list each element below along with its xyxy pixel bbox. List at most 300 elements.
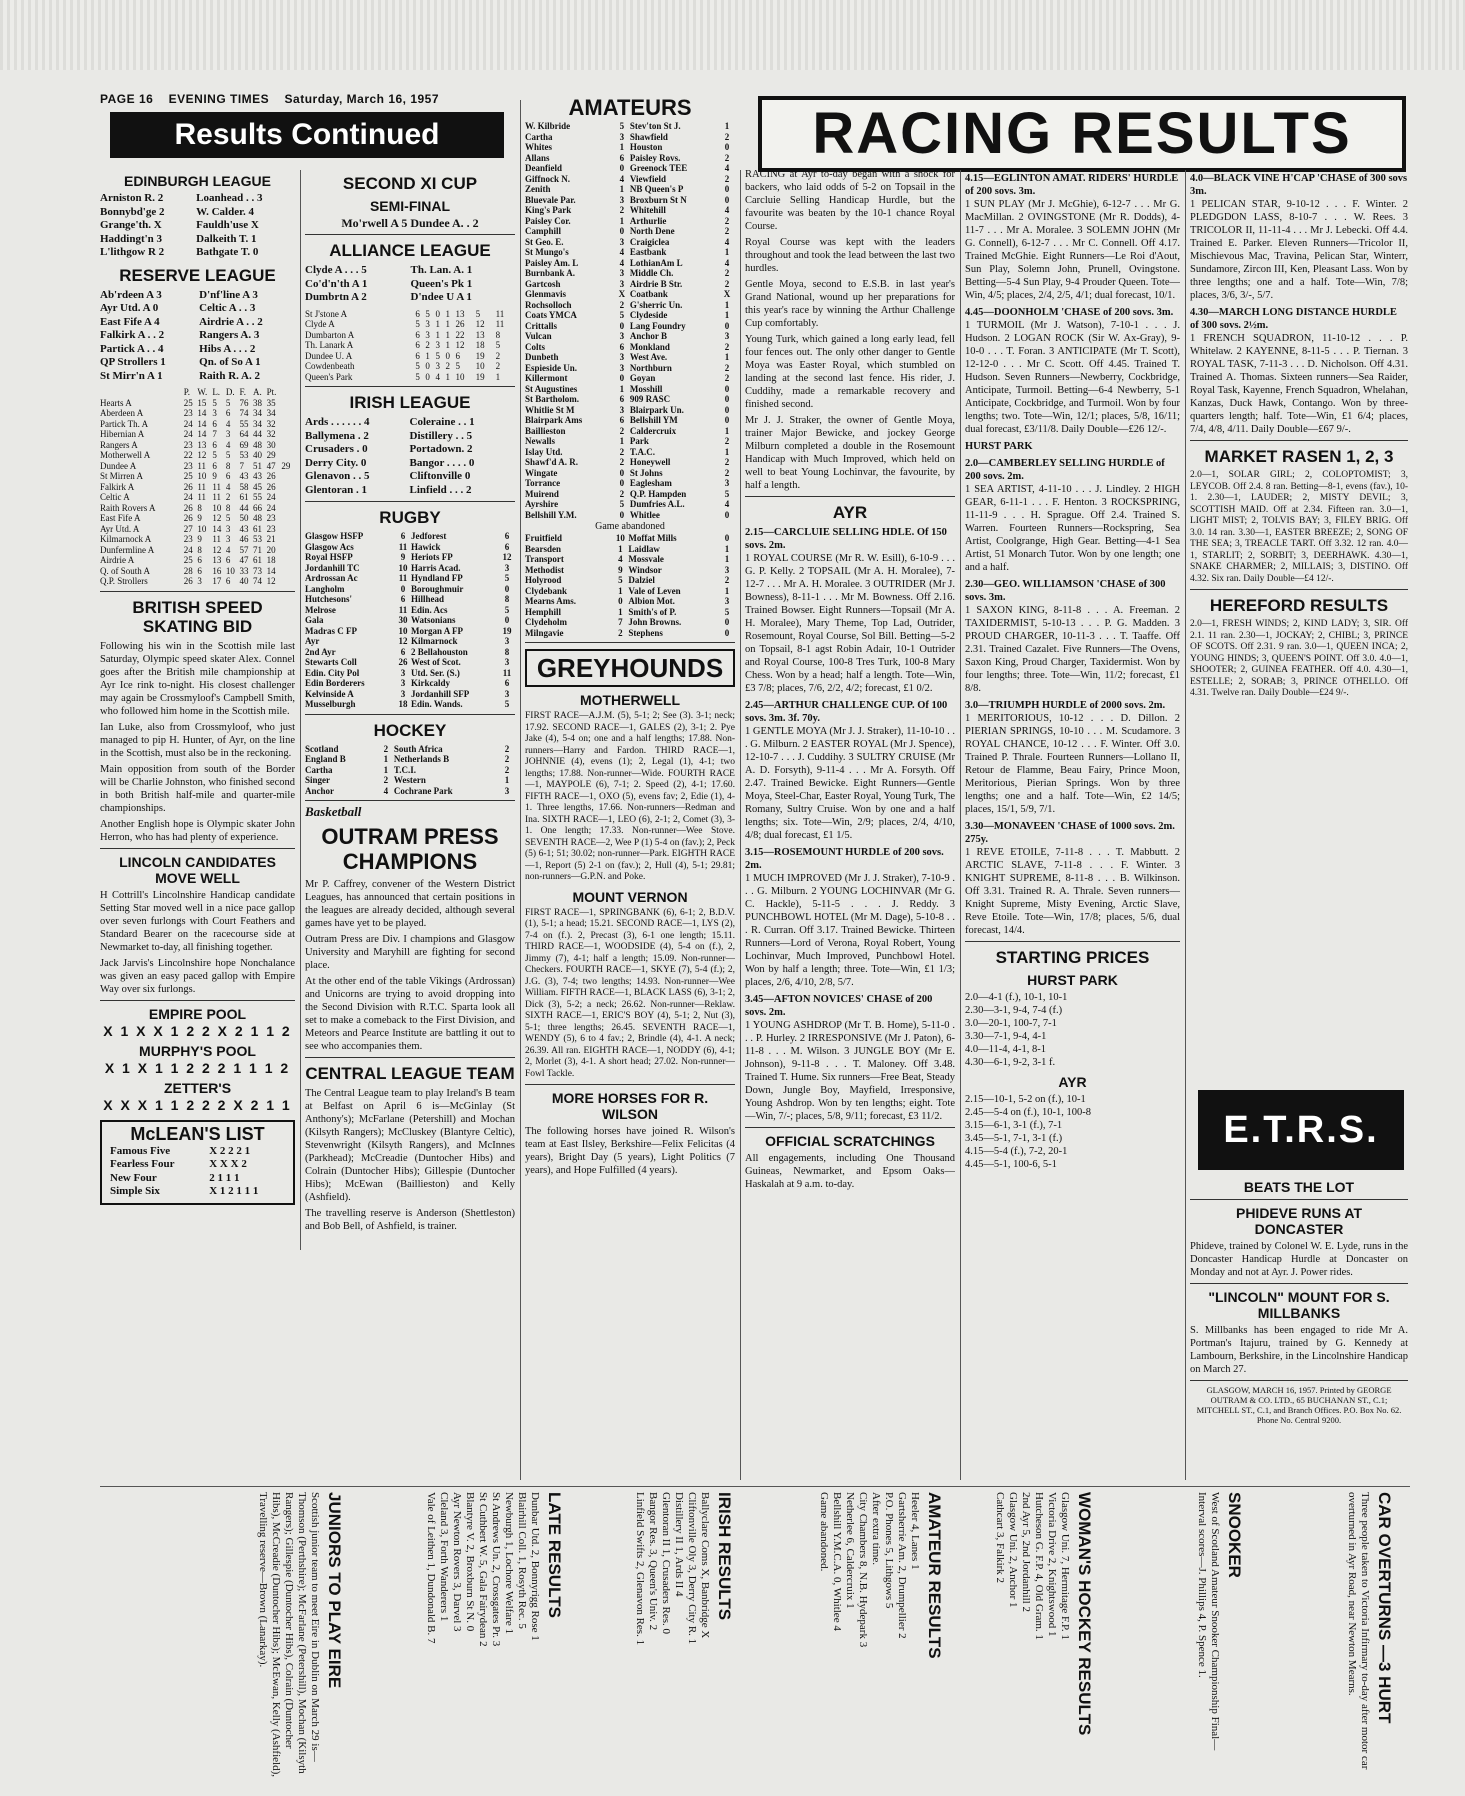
team-score: 26: [398, 657, 408, 667]
snooker-story: West of Scotland Amateur Snooker Championship Final—Interval scores—J. Phillips 4, P. Spence 1.: [1196, 1492, 1221, 1751]
result-row: [525, 596, 735, 607]
stat-cell: 6: [225, 408, 231, 418]
result-cell: Ayr Utd. A 0: [100, 302, 159, 314]
team-score: 7: [618, 617, 623, 627]
stat-cell: 11: [495, 308, 505, 319]
team-score: 12: [398, 636, 408, 646]
stat-cell: 24: [183, 492, 193, 502]
team-name: Allans: [525, 152, 550, 163]
list-line: After extra time.: [870, 1492, 882, 1565]
stat-cell: 0: [435, 308, 440, 319]
header-cell: P.: [183, 387, 191, 397]
race-heading: 2.45—ARTHUR CHALLENGE CUP. Of 100 sovs. 3m. 3f. 70y.: [745, 700, 948, 724]
result-cell: Dumbrtn A 2: [305, 291, 367, 303]
race-result: 1 SAXON KING, 8-11-8 . . . A. Freeman. 2 TAXIDERMIST, 5-10-13 . . . P. G. Madden. 3 PROUD CHARGER, 10-11-3 . . . T. Taaffe. Off 2.31. Trained Cazalet. Five Runners—The Ovens, Saxon King, Proud Charger, Taxidermist. Won by four lengths; three. Tote—Win, 11/2; forecast, £1 8/8.: [965, 605, 1180, 694]
result-cell: D'ndee U A 1: [410, 291, 472, 303]
divider: [305, 386, 515, 387]
team-name: Kilmarnock: [411, 636, 458, 646]
empire-pool-line: X 1 X X 1 2 2 X 2 1 1 2: [103, 1022, 292, 1039]
race-heading: HURST PARK: [965, 441, 1033, 452]
result-row: [525, 310, 735, 321]
stat-cell: 44: [239, 502, 249, 513]
list-line: Bellshill Y.M.C.A. 0, Whitlee 4: [831, 1492, 843, 1631]
result-row: [305, 542, 515, 553]
result-row: [305, 605, 515, 616]
result-cell: Ards . . . . . . 4: [305, 416, 370, 428]
stat-cell: 61: [253, 555, 263, 565]
stat-cell: 34: [253, 408, 263, 418]
mcleans-list-box: [100, 1120, 295, 1205]
starting-prices-title: STARTING PRICES: [995, 948, 1150, 967]
stat-cell: 13: [475, 329, 485, 340]
team-score: 6: [504, 541, 510, 552]
stat-cell: 4: [225, 439, 231, 450]
stat-cell: 1: [435, 319, 440, 329]
team-name: Smith's of P.: [628, 606, 677, 617]
stat-cell: 64: [239, 429, 249, 439]
second-xi-title: SECOND XI CUP: [342, 174, 478, 193]
team-score: 2: [619, 488, 625, 499]
result-cell: Queen's Pk 1: [410, 277, 473, 290]
team-score: 3: [400, 667, 406, 678]
team-score: 2: [724, 575, 730, 585]
team-score: 3: [619, 362, 625, 373]
team-name: Northburn: [629, 362, 672, 373]
team-score: 1: [724, 554, 730, 564]
snooker-title: SNOOKER: [1225, 1492, 1244, 1578]
team-name: Motherwell A: [100, 450, 151, 460]
team-name: Glenmavis: [525, 289, 567, 299]
team-name: Whitlie St M: [525, 404, 575, 415]
stat-cell: 12: [197, 450, 207, 460]
team-name: Partick Th. A: [100, 418, 149, 429]
stat-cell: 2: [495, 361, 501, 371]
lincoln-story: [100, 889, 295, 996]
table-row: [100, 461, 295, 472]
team-score: 5: [724, 488, 730, 499]
team-name: Hawick: [411, 541, 441, 552]
table-row: [100, 566, 295, 577]
divider: [745, 1127, 955, 1128]
stat-cell: 61: [253, 523, 263, 534]
team-score: 0: [619, 478, 625, 488]
result-cell: QP Strollers 1: [100, 356, 166, 368]
result-row: [305, 699, 515, 710]
team-score: X: [618, 289, 626, 299]
stat-cell: 57: [239, 544, 249, 555]
team-score: 5: [619, 499, 625, 509]
team-name: Camphill: [525, 226, 562, 236]
team-score: 1: [618, 543, 623, 554]
divider: [305, 234, 515, 235]
stat-cell: 1: [435, 329, 440, 340]
stat-cell: 9: [197, 534, 202, 544]
result-row: [100, 302, 295, 316]
millbanks-story: S. Millbanks has been engaged to ride Mr A. Portman's Itajuru, trained by G. Kennedy at Lambourn, Berkshire, in the Lincolnshire Handicap on March 27.: [1190, 1325, 1408, 1375]
mclean-row: [110, 1145, 285, 1159]
result-row: [525, 121, 735, 132]
team-name: Monkland: [629, 341, 670, 352]
result-row: [100, 192, 295, 206]
stat-cell: 13: [197, 439, 207, 450]
stat-cell: 6: [455, 350, 460, 361]
divider: [745, 496, 955, 497]
result-row: [525, 132, 735, 143]
team-name: Craigiclea: [629, 236, 670, 247]
team-name: Shawfield: [629, 131, 668, 142]
paragraph: Outram Press are Div. I champions and Glasgow University and Maryhill are fighting for second place.: [305, 934, 515, 971]
result-cell: Falkirk A . . 2: [100, 329, 165, 341]
list-line: Ayr Newton Rovers 3, Darvel 3: [451, 1492, 463, 1632]
result-row: [305, 636, 515, 647]
team-name: Ayrshire: [525, 499, 559, 509]
team-score: 3: [504, 688, 510, 699]
mcleans-list-title: McLEAN'S LIST: [130, 1123, 265, 1144]
amateurs-results-2: [525, 533, 735, 638]
team-name: Kelvinside A: [305, 688, 354, 699]
stat-cell: 23: [266, 523, 276, 534]
stat-cell: 29: [281, 460, 291, 471]
stat-cell: 21: [266, 534, 276, 544]
result-cell: Grange'th. X: [100, 219, 162, 231]
late-results-title: LATE RESULTS: [545, 1492, 564, 1618]
list-line: 3.30—7-1, 9-4, 4-1: [965, 1031, 1047, 1042]
stat-cell: 1: [445, 340, 450, 350]
sp-hurst-title: HURST PARK: [1027, 972, 1118, 988]
table-row: [305, 340, 515, 351]
team-score: 0: [724, 404, 730, 415]
stat-cell: 76: [239, 397, 249, 408]
racing-results-title: RACING RESULTS: [812, 101, 1352, 166]
team-name: Q. of South A: [100, 565, 151, 576]
divider: [305, 714, 515, 715]
team-name: St Geo. E.: [525, 236, 564, 247]
team-score: 1: [724, 425, 730, 436]
stat-cell: 4: [225, 481, 231, 492]
result-row: [305, 765, 515, 776]
team-name: West of Scot.: [411, 657, 461, 667]
second-xi-subtitle: SEMI-FINAL: [369, 198, 451, 214]
team-name: Transport: [525, 554, 564, 564]
team-score: 1: [383, 764, 389, 775]
abandoned-note: Game abandoned: [595, 521, 665, 532]
divider: [305, 800, 515, 801]
team-score: 4: [618, 554, 623, 564]
result-row: [525, 499, 735, 510]
stat-cell: 2: [225, 492, 231, 502]
result-cell: Glenavon . . 5: [305, 470, 370, 482]
stat-cell: 27: [183, 523, 193, 534]
stat-cell: 43: [239, 523, 249, 534]
team-name: John Browns.: [628, 617, 682, 627]
team-name: Scotland: [305, 743, 339, 754]
market-rasen-results: 2.0—1, SOLAR GIRL; 2, COLOPTOMIST; 3, LEYCOB. Off 2.4. 8 ran. Betting—8-1, evens (fav.), 10-1. 2.30—1, LAUDER; 2, MISTY DEVIL; 3, SCOTTISH MAID. Off at 2.34. Fifteen ran. 3.0—1, LIGHT MIST; 2, TOLVIS BAY; 3, FILEY BRIG. Off 3.0. 14 ran. 3.30—1, EASTER BREEZE; 2, SONG OF THE SEA; 3, TREACLE TART. Off 3.32. 12 ran. 4.0—1, STARLIT; 2, SORBIT; 3, DEERHAWK. 4.30—1, SNAKE CHARMER; 2, MILLAIS; 3, DISTINO. Off 4.32. Six ran. Daily Double—£4 12/-.: [1190, 470, 1408, 584]
paragraph: Following his win in the Scottish mile last Saturday, Olympic speed skater Alex. Connel goes after the British mile championship at Ayr Ice rink to-night. His closest challenger may again be Crossmyloof's Campbell Smith, who followed him home in the Scottish mile.: [100, 640, 295, 717]
results-continued-title: Results Continued: [174, 118, 440, 151]
mount-vernon-results: FIRST RACE—1, SPRINGBANK (6), 6-1; 2, B.D.V. (1), 5-1; a head; 15.21. SECOND RACE—1, LYS (2), 7-4 on (f.). 2, Precast (3), 6-1 one length; 15.11. THIRD RACE—1, WOODSIDE (4), 5-4 on (f.), 2, Jimmy (7), 4-1; half a length; 15.09. Non-runner—Checkers. FOURTH RACE—1, SKYE (7), 5-4 (f.); 2, J.G. (3), 7-4; two lengths; 14.93. Non-runner—Wee William. FIFTH RACE—1, BLACK LASS (6), 3-1; 2, Dick (3), 5-2; a neck; 26.62. Non-runner—Reklaw. SIXTH RACE—1, ERIC'S BOY (4), 5-1; 2, Nut (3), 5-1; three lengths; 26.45. SEVENTH RACE—1, WENDY (5), 6 to 4 fav.; 2, Brindle (4), 4-1. A neck; 26.39. All ran. EIGHTH RACE—1, NODDY (6), 4-1; 2, Morlet (3), 4-1. A short head; 27.02. Non-runner—Fowl Tackle.: [525, 907, 735, 1079]
divider: [1190, 589, 1408, 590]
stat-cell: 3: [435, 340, 440, 350]
team-score: 2: [724, 131, 730, 142]
team-name: Whitehill: [629, 205, 666, 215]
team-name: Hearts A: [100, 397, 132, 408]
team-name: 2 Bellahouston: [411, 646, 468, 657]
stat-cell: 24: [183, 429, 193, 439]
team-score: 6: [504, 678, 510, 688]
team-score: 18: [398, 699, 408, 709]
stat-cell: 24: [183, 418, 193, 429]
team-score: 1: [724, 310, 730, 320]
column-rule: [960, 170, 961, 1480]
team-name: Cartha: [305, 764, 333, 775]
car-overturns-title: CAR OVERTURNS —3 HURT: [1375, 1492, 1394, 1724]
stat-cell: 1: [495, 371, 501, 382]
team-score: 8: [504, 646, 510, 657]
team-name: Glasgow HSFP: [305, 531, 364, 541]
team-score: 2: [504, 764, 510, 775]
team-score: 3: [619, 236, 625, 247]
header-cell: W.: [197, 387, 208, 397]
result-cell: Bonnybd'ge 2: [100, 205, 165, 218]
team-name: Dumfries A.L.: [629, 499, 685, 509]
team-name: Milngavie: [525, 627, 564, 638]
stat-cell: 23: [183, 460, 193, 471]
team-score: 1: [619, 142, 625, 152]
hereford-results: 2.0—1, FRESH WINDS; 2, KIND LADY; 3, SIR. Off 2.1. 11 ran. 2.30—1, JOCKAY; 2, CHIBL; 3, PRINCE OF SCOTS. Off 2.31. 9 ran. 3.0—1, QUEEN INCA; 2, YOUNG HINDS; 3, QUEEN'S POINT. Off 3.0. 4.0—1, SHOOTER; 2, GUINEA FEATHER. Off 4.0. 4.30—1, ESTELLE; 2, SORAB; 3, PRINCE OTHELLO. Off 4.31. Twelve ran. Daily Double—£24 9/-.: [1190, 619, 1408, 698]
paragraph: The Central League team to play Ireland's B team at Belfast on April 6 is—McGinlay (St Anthony's); McFarlane (Petershill) and Mochan (Kilsyth Rangers); McCluskey (Blantyre Celtic), Stevenwright (Kilsyth Rangers), and McInnes (Parkhead); McCreadie (Duntocher Hibs) and Colrain (Duntocher Hibs); Gillespie (Duntocher Hibs); McEwan (Baillieston) and Kelly (Ashfield).: [305, 1088, 515, 1203]
mclean-label: Famous Five: [110, 1144, 171, 1157]
team-score: 2: [724, 278, 730, 289]
result-row: [305, 457, 515, 471]
central-league-title: CENTRAL LEAGUE TEAM: [305, 1064, 515, 1083]
team-score: 3: [400, 688, 406, 699]
stat-cell: 48: [253, 513, 263, 523]
team-score: 3: [619, 404, 625, 415]
team-name: Greenock TEE: [629, 163, 688, 173]
team-name: Eastbank: [629, 247, 667, 257]
race-heading: 3.30—MONAVEEN 'CHASE of 1000 sovs. 2m. 275y.: [965, 821, 1175, 845]
team-name: Stev'ton St J.: [629, 121, 681, 131]
list-line: Newburgh 1, Lochore Welfare 1: [503, 1492, 515, 1634]
list-line: Gartsherrie Am. 2, Drumpellier 2: [896, 1492, 908, 1639]
result-row: [525, 394, 735, 405]
stat-cell: 26: [266, 481, 276, 492]
column-rule: [1185, 170, 1186, 1480]
team-name: Queen's Park: [305, 371, 353, 382]
team-score: 2: [619, 425, 625, 436]
result-row: [305, 668, 515, 679]
team-name: Windsor: [628, 564, 662, 575]
team-name: Gala: [305, 615, 324, 625]
team-score: 2: [724, 467, 730, 478]
motherwell-results: FIRST RACE—A.J.M. (5), 5-1; 2; See (3). 3-1; neck; 17.92. SECOND RACE—1, GALES (2), 3-1; 2. Pye Jake (4), 5-4 on; one and a half lengths; 17.88. Non-runners—Harry and Fardon. THIRD RACE—1, JOHNNIE (4), evens (1); 2, Legal (1), 4-1; two lengths; 17.88. Non-runner—Wide. FOURTH RACE—1, MAYPOLE (6), 7-1; 2. Speed (2), 4-1; 17.60. FIFTH RACE—1, OXO (5), evens fav; 2, Edie (1), 4-1. Three lengths, 17.66. Non-runners—Redman and Ina. SIXTH RACE—1, LEO (6), 2-1; 2, Comet (3), 3-1. One length; 17.33. Non-runner—Wee Stove. SEVENTH RACE—2, Wee P (1) 5-4 on (fav.); 2, Peck (5) 6-1; 51; 30.02; non-runner—Park. EIGHTH RACE—1, Report (5) 2-1 on (fav.); 2, Hull (4), 5-1; 29.81; non-runners—G.P.N. and Poke.: [525, 711, 735, 882]
stat-cell: 5: [455, 361, 460, 371]
team-score: 6: [400, 646, 406, 657]
team-name: Shawf'd A. R.: [525, 457, 579, 467]
rugby-title: RUGBY: [379, 508, 441, 527]
team-score: 2: [383, 775, 389, 785]
mclean-value: X 1 2 1 1 1: [209, 1185, 259, 1197]
team-name: West Ave.: [629, 352, 668, 362]
stat-cell: 26: [266, 471, 276, 481]
team-name: Cowdenbeath: [305, 361, 355, 371]
team-score: 2: [619, 457, 625, 467]
team-score: 4: [619, 257, 625, 268]
mcleans-list: [110, 1145, 285, 1199]
list-line: Game abandoned.: [818, 1492, 830, 1572]
team-score: 2: [724, 152, 730, 163]
result-cell: Ab'rdeen A 3: [100, 288, 162, 301]
stat-cell: 12: [212, 544, 222, 555]
team-score: 0: [619, 509, 625, 520]
stat-cell: 19: [475, 350, 485, 361]
stat-cell: 48: [253, 439, 263, 450]
column-rule: [300, 170, 301, 1250]
result-row: [100, 329, 295, 343]
stat-cell: 26: [183, 481, 193, 492]
team-score: 4: [724, 205, 730, 215]
team-score: 4: [619, 173, 625, 184]
team-name: Watsonians: [411, 615, 456, 625]
team-name: Viewfield: [629, 173, 667, 184]
stat-cell: 10: [212, 502, 222, 513]
stat-cell: 5: [212, 450, 217, 460]
stat-cell: 74: [239, 408, 249, 418]
team-name: England B: [305, 754, 346, 764]
list-line: 2nd Ayr 5, 2nd Jordanhill 2: [1020, 1492, 1032, 1612]
result-cell: Dalkeith T. 1: [196, 232, 257, 245]
womans-hockey-block: [993, 1492, 1100, 1777]
result-cell: Qn. of So A 1: [199, 356, 261, 368]
table-row: [100, 419, 295, 430]
team-name: Eaglesham: [629, 478, 672, 488]
table-row: [100, 492, 295, 503]
team-name: Edin. Acs: [411, 604, 448, 615]
stat-cell: 1: [445, 319, 450, 329]
team-score: 3: [619, 278, 625, 289]
paragraph: H Cottrill's Lincolnshire Handicap candidate Setting Star moved well in a nice pace gallop over seven furlongs with Court Feathers and Standard Bearer on the racecourse side at Newmarket to-day, all finishing together.: [100, 889, 295, 953]
stat-cell: 20: [266, 544, 276, 555]
team-name: Boroughmuir: [411, 583, 464, 594]
team-name: Paisley Am. L: [525, 257, 579, 268]
imprint: GLASGOW, MARCH 16, 1957. Printed by GEORGE OUTRAM & CO. LTD., 65 BUCHANAN ST., C.1; MITCHELL ST., C.1, and Branch Offices. P.O. Box No. 62. Phone No. Central 9200.: [1196, 1385, 1402, 1425]
result-cell: Coleraine . . 1: [409, 416, 475, 428]
result-row: [525, 289, 735, 300]
team-score: 5: [504, 573, 510, 583]
result-cell: Clyde A . . . 5: [305, 264, 367, 276]
team-score: 3: [724, 596, 730, 606]
stat-cell: 6: [225, 576, 231, 586]
team-score: 5: [504, 699, 510, 709]
juniors-block: [256, 1492, 350, 1777]
team-score: 0: [618, 596, 623, 606]
team-name: Stewarts Coll: [305, 657, 357, 667]
column-4: [745, 168, 955, 1478]
team-score: 0: [724, 320, 730, 331]
ayr-title: AYR: [832, 503, 868, 522]
stat-cell: 40: [253, 450, 263, 460]
column-3: [525, 92, 735, 1478]
list-line: Cliftonville Oly 3, Derry City R. 1: [686, 1492, 698, 1645]
results-continued-banner: [110, 112, 504, 158]
team-score: 5: [619, 121, 625, 131]
paragraph: Young Turk, which gained a long early lead, fell four fences out. The only other danger to Gentle Moya was Easter Royal, which stumbled on landing at the second last fence. His rider, J. Cuddihy, made a remarkable recovery and finished second.: [745, 334, 955, 410]
skating-story: [100, 640, 295, 844]
team-name: Clydebank: [525, 585, 568, 596]
stat-cell: 3: [197, 576, 202, 586]
result-row: [305, 291, 515, 305]
team-name: Dumbarton A: [305, 329, 355, 340]
masthead: [100, 92, 439, 106]
result-row: [525, 205, 735, 216]
team-score: 4: [724, 499, 730, 509]
amateur-results-list: [817, 1492, 921, 1777]
alliance-title: ALLIANCE LEAGUE: [329, 241, 491, 260]
ayr-races: [745, 526, 955, 1123]
paragraph: Main opposition from south of the Border will be Charlie Johnston, who finished second in both British half-mile and quarter-mile championships.: [100, 763, 295, 814]
divider: [100, 848, 295, 849]
stat-cell: 50: [239, 513, 249, 523]
paragraph: At the other end of the table Vikings (Ardrossan) and Unicorns are trying to avoid dropping into the Second Division with R.T.C. Sparta look all set to make a comeback to the First Division, and Meteors and Pearce Institute are battling it out to see who accompanies them.: [305, 976, 515, 1052]
irish-league-results: [305, 416, 515, 497]
paragraph: RACING at Ayr to-day began with a shock for backers, who laid odds of 5-2 on Topsail in the Carcluie Selling Handicap Hurdle, but the favourite was beaten by the 10-1 chance Royal Course.: [745, 169, 955, 232]
list-line: City Chambers 8, N.B. Hydepark 3: [857, 1492, 869, 1648]
team-name: Caldercruix: [629, 425, 677, 436]
result-row: [305, 470, 515, 484]
team-name: St Johns: [629, 467, 663, 478]
result-row: [525, 163, 735, 174]
reserve-league-title: RESERVE LEAGUE: [119, 265, 276, 285]
team-name: Torrance: [525, 478, 561, 488]
stat-cell: 5: [435, 350, 440, 361]
team-name: Anchor B: [629, 331, 667, 341]
team-name: Cochrane Park: [393, 785, 453, 796]
team-name: St Mirren A: [100, 471, 144, 481]
result-row: [525, 478, 735, 489]
team-score: 0: [619, 226, 625, 236]
column-rule: [520, 100, 521, 1480]
mclean-label: Simple Six: [110, 1185, 160, 1197]
stat-cell: 26: [183, 576, 193, 586]
list-line: Glentoran II 1, Crusaders Res. 0: [660, 1492, 672, 1635]
rugby-results: [305, 531, 515, 710]
race-heading: 3.15—ROSEMOUNT HURDLE of 200 sovs. 2m.: [745, 847, 944, 871]
stat-cell: 5: [415, 361, 420, 371]
stat-cell: 32: [266, 429, 276, 439]
paragraph: Ian Luke, also from Crossmyloof, who just managed to pip H. Hunter, of Ayr, on the line in the Scottish, must also be in the reckoning.: [100, 721, 295, 759]
team-score: 30: [398, 615, 408, 625]
stat-cell: 7: [212, 429, 217, 439]
team-name: Jordanhill TC: [305, 562, 360, 573]
team-score: 0: [724, 415, 730, 425]
stat-cell: 3: [212, 408, 217, 418]
team-score: 5: [724, 606, 730, 617]
stat-cell: 6: [225, 555, 231, 565]
racing-col2: [965, 172, 1180, 937]
stat-cell: 3: [425, 329, 430, 340]
race-heading: 3.0—TRIUMPH HURDLE of 2000 sovs. 2m.: [965, 700, 1166, 711]
team-score: 1: [619, 184, 625, 194]
team-score: 1: [619, 215, 625, 226]
team-name: North Dene: [629, 226, 675, 236]
stat-cell: 10: [475, 361, 485, 371]
irish-league-title: IRISH LEAGUE: [349, 393, 471, 412]
team-score: 6: [619, 415, 625, 425]
scratchings-text: All engagements, including One Thousand Guineas, Newmarket, and Epsom Oaks—Haskalah at 9 a.m. to-day.: [745, 1153, 955, 1190]
result-row: [305, 744, 515, 755]
result-row: [305, 430, 515, 444]
race-heading: 2.15—CARCLUIE SELLING HDLE. Of 150 sovs. 2m.: [745, 527, 947, 551]
